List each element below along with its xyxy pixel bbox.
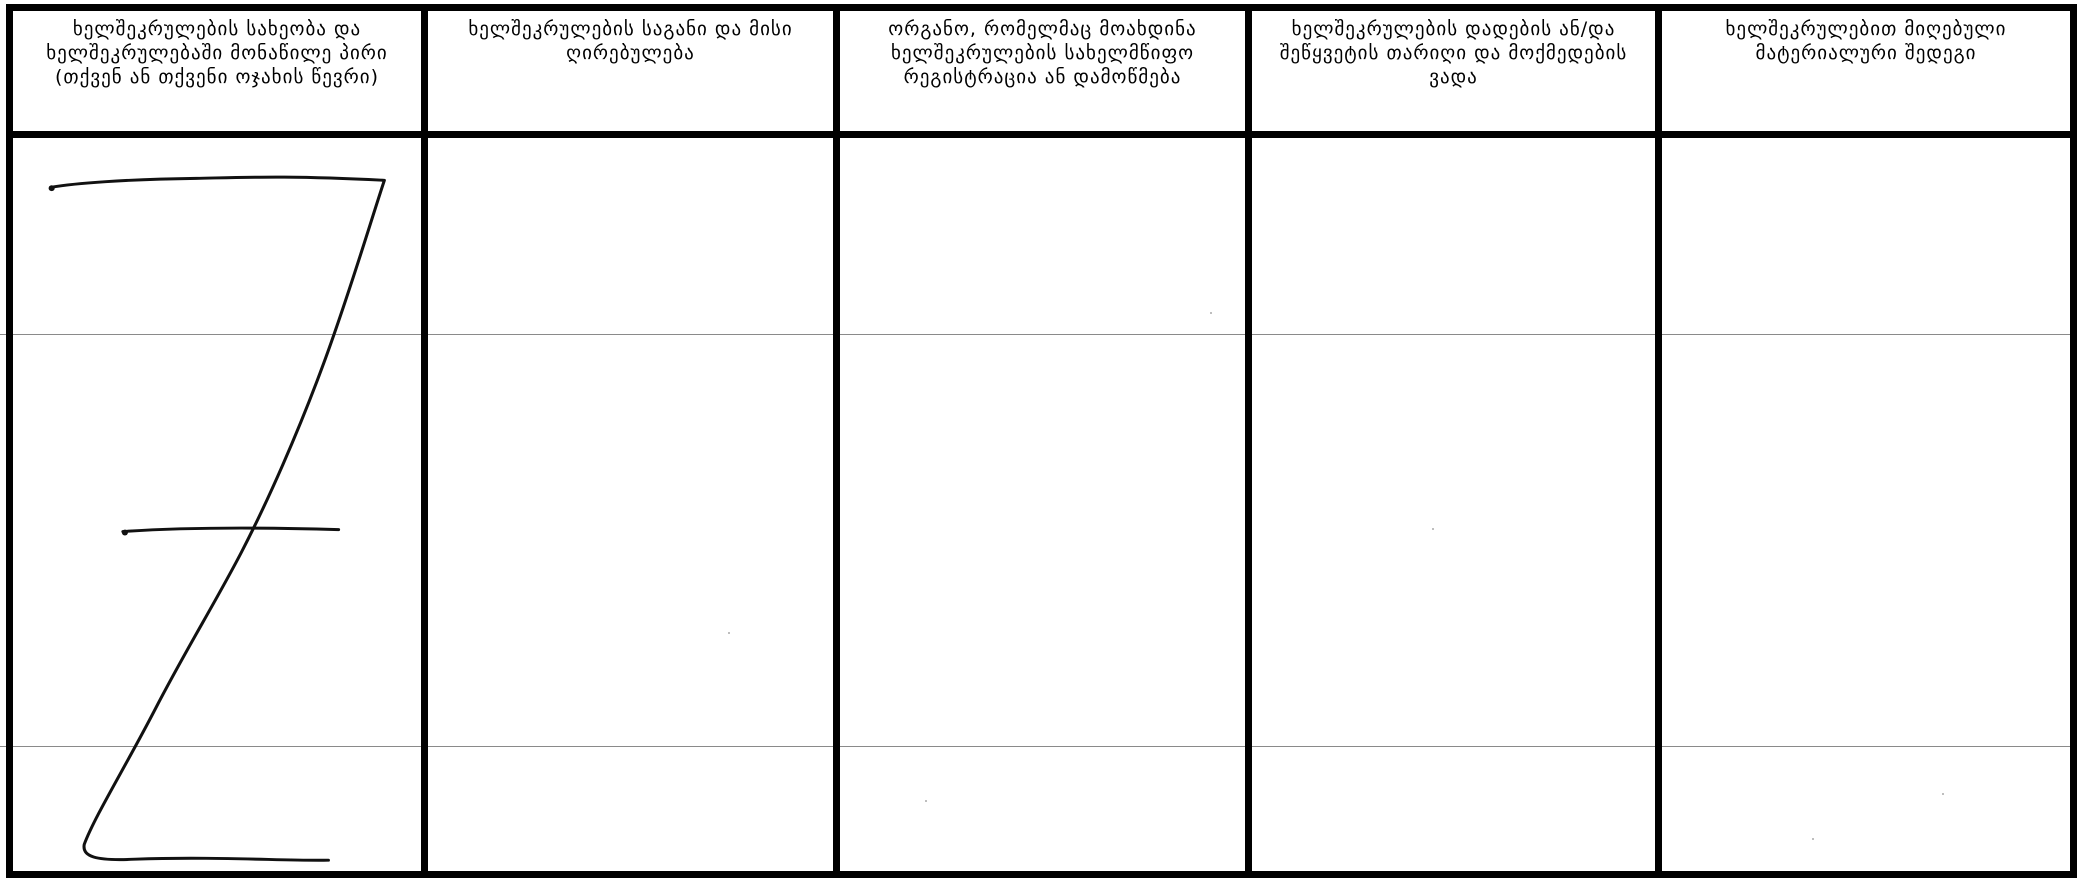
scan-speck (1812, 838, 1814, 840)
header-contract-subject: ხელშეკრულების საგანი და მისი ღირებულება (425, 8, 837, 135)
cell-registering-body (837, 135, 1249, 875)
contracts-table (6, 4, 2077, 878)
header-contract-type: ხელშეკრულების სახეობა და ხელშეკრულებაში მონაწილე პირი (თქვენ ან თქვენი ოჯახის წევრი) (10, 8, 425, 135)
scan-speck (1432, 528, 1434, 530)
header-material-result: ხელშეკრულებით მიღებული მატერიალური შედეგი (1659, 8, 2074, 135)
scan-speck (925, 800, 927, 802)
cell-material-result (1659, 135, 2074, 875)
table-row (10, 135, 2074, 875)
header-contract-dates: ხელშეკრულების დადების ან/და შეწყვეტის თარიღი და მოქმედების ვადა (1249, 8, 1659, 135)
cell-contract-subject (425, 135, 837, 875)
scan-speck (728, 632, 730, 634)
header-row (10, 8, 2074, 135)
scan-speck (1210, 312, 1212, 314)
cell-contract-type (10, 135, 425, 875)
handwritten-z-mark (13, 138, 421, 871)
header-registering-body: ორგანო, რომელმაც მოახდინა ხელშეკრულების სახელმწიფო რეგისტრაცია ან დამოწმება (837, 8, 1249, 135)
scan-speck (1942, 793, 1944, 795)
cell-contract-dates (1249, 135, 1659, 875)
